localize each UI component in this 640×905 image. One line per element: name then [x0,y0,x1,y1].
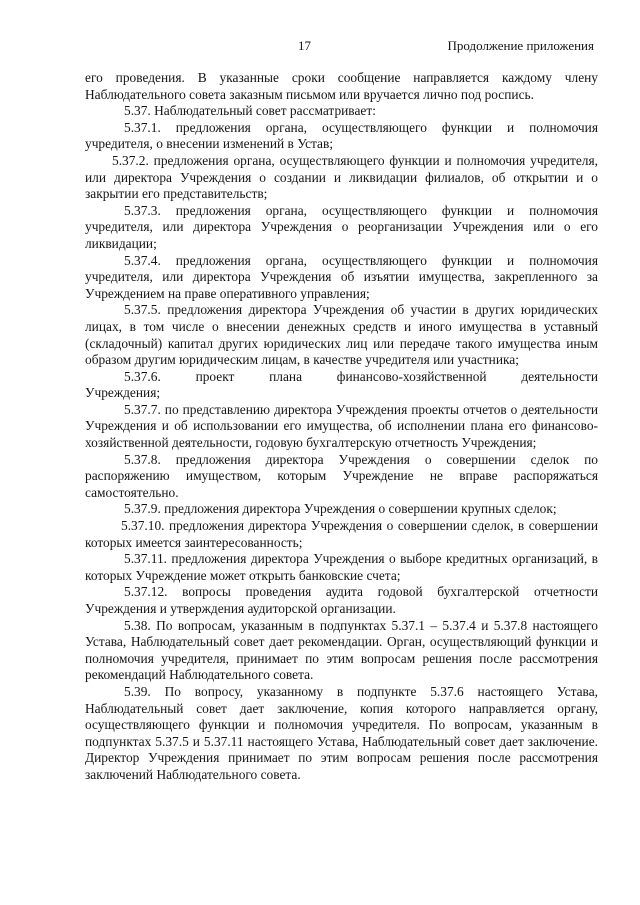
paragraph-5-37-8: 5.37.8. предложения директора Учреждения о совершении сделок по распоряжению имуществом, которым Учреждение не вправе распоряжаться самостоятельно. [85,451,598,500]
paragraph-5-37-6: 5.37.6. проект плана финансово-хозяйственной деятельности [124,368,598,384]
paragraph-5-37-12: 5.37.12. вопросы проведения аудита годовой бухгалтерской отчетности Учреждения и утверждения аудиторской организации. [85,584,598,616]
paragraph-5-37-11: 5.37.11. предложения директора Учреждения о выборе кредитных организаций, в которых Учреждение может открыть банковские счета; [85,551,598,583]
page-header [0,38,640,58]
body-text [85,70,598,784]
paragraph-5-37-2: 5.37.2. предложения органа, осуществляющего функции и полномочия учредителя, или директора Учреждения о создании и ликвидации филиалов, об открытии и о закрытии его представительств; [85,152,598,202]
running-title: Продолжение приложения [447,38,594,53]
paragraph-5-37-4: 5.37.4. предложения органа, осуществляющего функции и полномочия учредителя, или директора Учреждения об изъятии имущества, закрепленного за Учреждением на праве оперативного управления; [85,252,598,301]
paragraph-5-37-3: 5.37.3. предложения органа, осуществляющего функции и полномочия учредителя, или директора Учреждения о реорганизации Учреждения или о его ликвидации; [85,202,598,251]
paragraph-5-37-5: 5.37.5. предложения директора Учреждения об участии в других юридических лицах, в том числе о внесении денежных средств и иного имущества в уставный (складочный) капитал других юридических лиц или передаче такого имущества иным образом другим юридическим лицам, в качестве учредителя или участника; [85,302,598,368]
paragraph-5-38: 5.38. По вопросам, указанным в подпунктах 5.37.1 – 5.37.4 и 5.37.8 настоящего Устава, Наблюдательный совет дает рекомендации. Орган, осуществляющий функции и полномочия учредителя, принимает по этим вопросам решения после рассмотрения рекомендаций Наблюдательного совета. [85,617,598,683]
paragraph-5-37-7: 5.37.7. по представлению директора Учреждения проекты отчетов о деятельности Учреждения и об использовании его имущества, об исполнении плана его финансово-хозяйственной деятельности, годовую бухгалтерскую отчетность Учреждения; [85,401,598,451]
page-number: 17 [298,38,311,53]
paragraph-continuation: его проведения. В указанные сроки сообщение направляется каждому члену Наблюдательного совета заказным письмом или вручается лично под роспись. [85,70,598,102]
paragraph-5-37-1: 5.37.1. предложения органа, осуществляющего функции и полномочия учредителя, о внесении изменений в Устав; [85,119,598,152]
paragraph-5-37-10: 5.37.10. предложения директора Учреждения о совершении сделок, в совершении которых имеется заинтересованность; [85,518,598,550]
paragraph-5-37-9: 5.37.9. предложения директора Учреждения о совершении крупных сделок; [124,501,557,517]
paragraph-5-37: 5.37. Наблюдательный совет рассматривает: [124,103,376,119]
paragraph-5-39: 5.39. По вопросу, указанному в подпункте 5.37.6 настоящего Устава, Наблюдательный совет дает заключение, копия которого направляется органу, осуществляющего функции и полномочия учредителя. По вопросам, указанным в подпунктах 5.37.5 и 5.37.11 настоящего Устава, Наблюдательный совет дает заключение. Директор Учреждения принимает по этим вопросам решения после рассмотрения заключений Наблюдательного совета. [85,683,598,782]
paragraph-5-37-6-end: Учреждения; [85,385,161,401]
